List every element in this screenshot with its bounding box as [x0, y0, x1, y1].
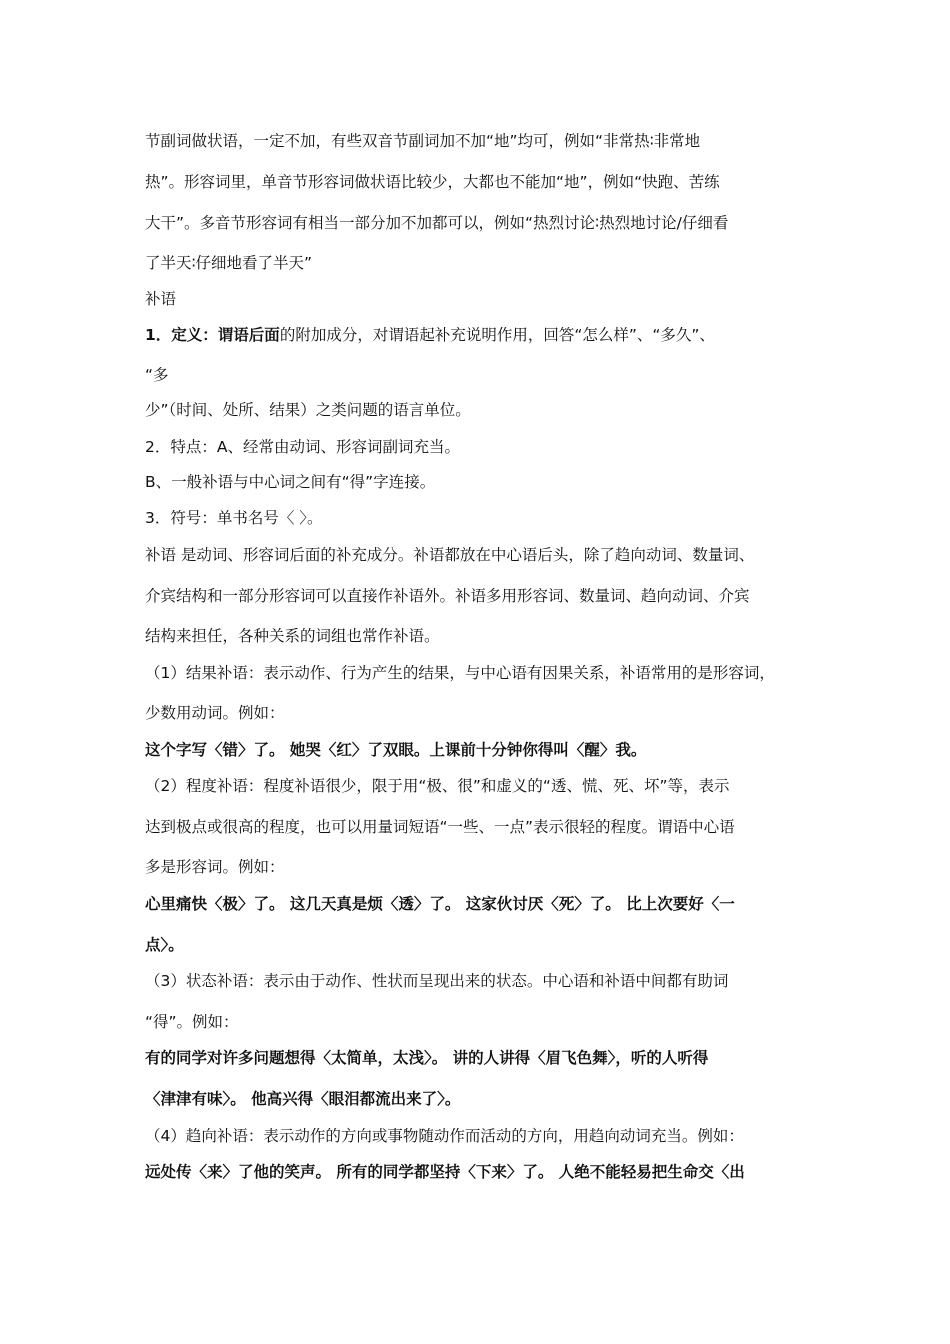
definition-label: 1．定义：: [145, 326, 218, 344]
definition-bold-term: 谓语后面: [217, 326, 280, 344]
result-desc-line: 少数用动词。例如：: [145, 704, 285, 722]
state-example: 〈津津有味〉。 他高兴得〈眼泪都流出来了〉。: [145, 1090, 461, 1108]
direction-example: 远处传〈来〉了他的笑声。 所有的同学都坚持〈下来〉了。 人绝不能轻易把生命交〈出: [145, 1163, 745, 1181]
state-desc-line: （3）状态补语：表示由于动作、性状而呈现出来的状态。中心语和补语中间都有助词: [145, 972, 729, 990]
degree-desc-line: （2）程度补语：程度补语很少，限于用“极、很”和虚义的“透、慌、死、坏”等，表示: [145, 777, 730, 795]
degree-example: 点〉。: [145, 936, 184, 954]
feature-line: B、一般补语与中心词之间有“得”字连接。: [145, 473, 436, 491]
direction-desc-line: （4）趋向补语：表示动作的方向或事物随动作而活动的方向，用趋向动词充当。例如：: [145, 1127, 744, 1145]
result-desc-line: （1）结果补语：表示动作、行为产生的结果，与中心语有因果关系，补语常用的是形容词，: [145, 664, 775, 682]
feature-line: 2．特点：A、经常由动词、形容词副词充当。: [145, 438, 460, 456]
definition-text: 的附加成分，对谓语起补充说明作用，回答“怎么样”、“多久”、: [279, 326, 715, 344]
paragraph-line: 热”。形容词里，单音节形容词做状语比较少，大都也不能加“地”，例如“快跑、苦练: [145, 173, 720, 191]
paragraph-line: 大干”。多音节形容词有相当一部分加不加都可以，例如“热烈讨论∶热烈地讨论/仔细看: [145, 214, 729, 232]
definition-continuation: “多: [145, 366, 169, 384]
paragraph-line: 了半天∶仔细地看了半天”: [145, 254, 313, 272]
result-example: 这个字写〈错〉了。 她哭〈红〉了双眼。上课前十分钟你得叫〈醒〉我。: [145, 741, 647, 759]
definition-continuation: 少”（时间、处所、结果）之类问题的语言单位。: [145, 401, 471, 419]
section-heading: 补语: [145, 290, 177, 308]
paragraph-line: 节副词做状语，一定不加，有些双音节副词加不加“地”均可，例如“非常热∶非常地: [145, 132, 701, 150]
degree-desc-line: 达到极点或很高的程度，也可以用量词短语“一些、一点”表示很轻的程度。谓语中心语: [145, 818, 735, 836]
state-desc-line: “得”。例如：: [145, 1013, 239, 1031]
symbol-line: 3．符号：单书名号〈 〉。: [145, 509, 323, 527]
intro-line: 补语 是动词、形容词后面的补充成分。补语都放在中心语后头，除了趋向动词、数量词、: [145, 546, 755, 564]
state-example: 有的同学对许多问题想得〈太简单，太浅〉。 讲的人讲得〈眉飞色舞〉，听的人听得: [145, 1049, 709, 1067]
degree-desc-line: 多是形容词。例如：: [145, 858, 285, 876]
degree-example: 心里痛快〈极〉了。 这几天真是烦〈透〉了。 这家伙讨厌〈死〉了。 比上次要好〈一: [145, 895, 735, 913]
definition-line: [145, 325, 715, 345]
intro-line: 结构来担任，各种关系的词组也常作补语。: [145, 627, 440, 645]
intro-line: 介宾结构和一部分形容词可以直接作补语外。补语多用形容词、数量词、趋向动词、介宾: [145, 587, 750, 605]
